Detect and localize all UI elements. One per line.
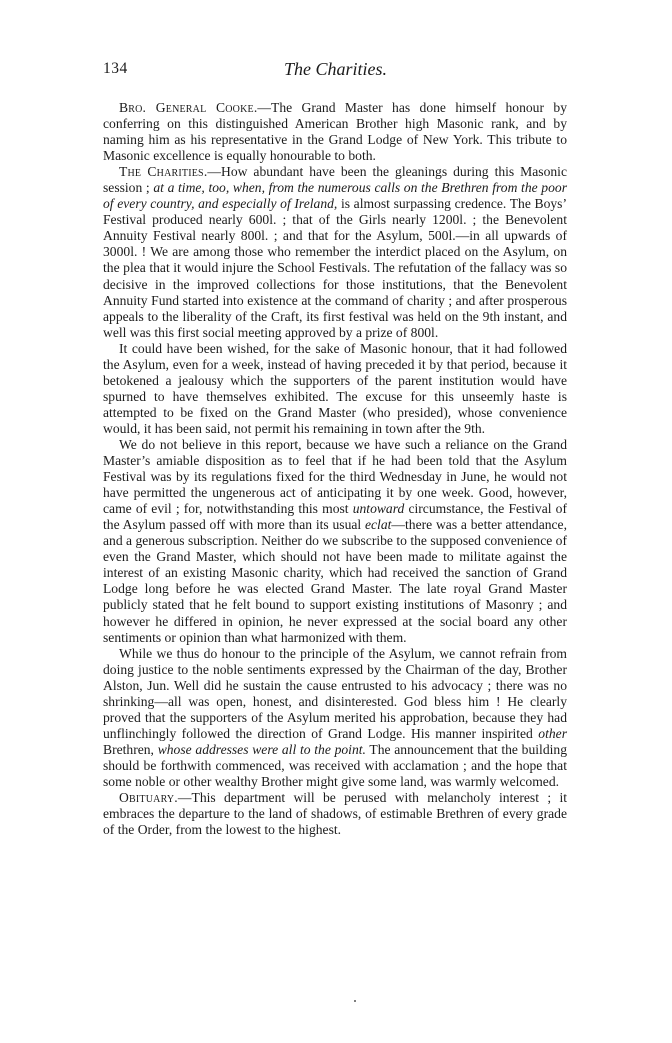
paragraph-text: untoward — [352, 501, 405, 517]
paragraph-text: The announcement that the building should be forthwith commenced, was received with acclamation ; and the hope that some noble or other wealthy Brother might give some land, was warmly welcomed. — [103, 741, 567, 789]
paragraph-heading: Obituary. — [119, 790, 178, 806]
paragraph-text: Brethren, — [103, 741, 158, 757]
paragraph-text: While we thus do honour to the principle of the Asylum, we cannot refrain from doing justice to the noble sentiments expressed by the Chairman of the day, Brother Alston, Jun. Well did he sustain the cause entrusted to his advocacy ; there was no shrinking—all was open, honest, and disinterested. God bless him ! He clearly proved that the supporters of the Asylum merited his approbation, because they had unflinchingly followed the direction of Grand Lodge. His manner inspirited — [103, 645, 567, 741]
paragraph — [103, 100, 567, 164]
paragraph-text: —This department will be perused with melancholy interest ; it embraces the departure to the land of shadows, of estimable Brethren of every grade of the Order, from the lowest to the highest. — [103, 790, 567, 838]
paragraph-text: We do not believe in this report, because we have such a reliance on the Grand Master’s amiable disposition as to feel that if he had been told that the Asylum Festival was by its regulations fixed for the third Wednesday in June, he would not have permitted the ungenerous act of anticipating it by one week. Good, however, came of evil ; for, notwithstanding this most — [103, 436, 567, 517]
paragraph — [103, 164, 567, 341]
paragraph-text: is almost surpassing credence. The Boys’ Festival produced nearly 600l. ; that of the Girls nearly 1200l. ; the Benevolent Annuity Festival nearly 800l. ; and that for the Asylum, 500l.—in all upwards of 3000l. ! We are among those who remember the interdict placed on the Asylum, on the plea that it would injure the School Festivals. The refutation of the fallacy was so decisive in the improved collections for those institutions, that the Benevolent Annuity Fund started into existence at the command of charity ; and after prosperous appeals to the liberality of the Craft, its first festival was held on the 9th instant, and well was this first social meeting approved by a prize of 800l. — [103, 196, 567, 340]
article-body — [103, 100, 567, 838]
paragraph-text: other — [538, 725, 567, 741]
paragraph-text: at a time, too, when, from the numerous calls on the Brethren from the poor of every country, and especially of Ireland, — [103, 180, 567, 212]
paragraph-text: —there was a better attendance, and a generous subscription. Neither do we subscribe to the supposed convenience of even the Grand Master, which should not have been made to militate against the interest of an existing Masonic charity, which had received the sanction of Grand Lodge long before he was elected Grand Master. The late royal Grand Master publicly stated that he felt bound to support existing institutions of Masonry ; and however he differed in opinion, he never expressed at the social board any other sentiments or opinion than what harmonized with them. — [103, 517, 567, 645]
paragraph-heading: The Charities. — [119, 164, 208, 180]
paragraph — [103, 341, 567, 437]
printer-mark — [354, 1000, 356, 1002]
page-number: 134 — [103, 60, 128, 77]
paragraph-text: —The Grand Master has done himself honour by conferring on this distinguished American Brother high Masonic rank, and by naming him as his representative in the Grand Lodge of New York. This tribute to Masonic excellence is equally honourable to both. — [103, 100, 567, 164]
running-title: The Charities. — [283, 59, 387, 79]
paragraph-text: —How abundant have been the gleanings during this Masonic session ; — [103, 164, 567, 196]
paragraph-text: whose addresses were all to the point. — [157, 741, 366, 757]
paragraph-text: eclat — [364, 517, 392, 533]
paragraph-heading: Bro. General Cooke. — [119, 100, 258, 115]
paragraph — [103, 790, 567, 838]
paragraph-text: circumstance, the Festival of the Asylum passed off with more than its usual — [103, 501, 567, 533]
paragraph — [103, 437, 567, 646]
paragraph — [103, 646, 567, 790]
running-head — [103, 60, 568, 84]
paragraph-text: It could have been wished, for the sake of Masonic honour, that it had followed the Asylum, even for a week, instead of having preceded it by that period, because it betokened a jealousy which the supporters of the parent institution would have spurned to have themselves exhibited. The excuse for this unseemly haste is attempted to be fixed on the Grand Master (who presided), whose convenience would, it has been said, not permit his remaining in town after the 9th. — [103, 340, 567, 436]
